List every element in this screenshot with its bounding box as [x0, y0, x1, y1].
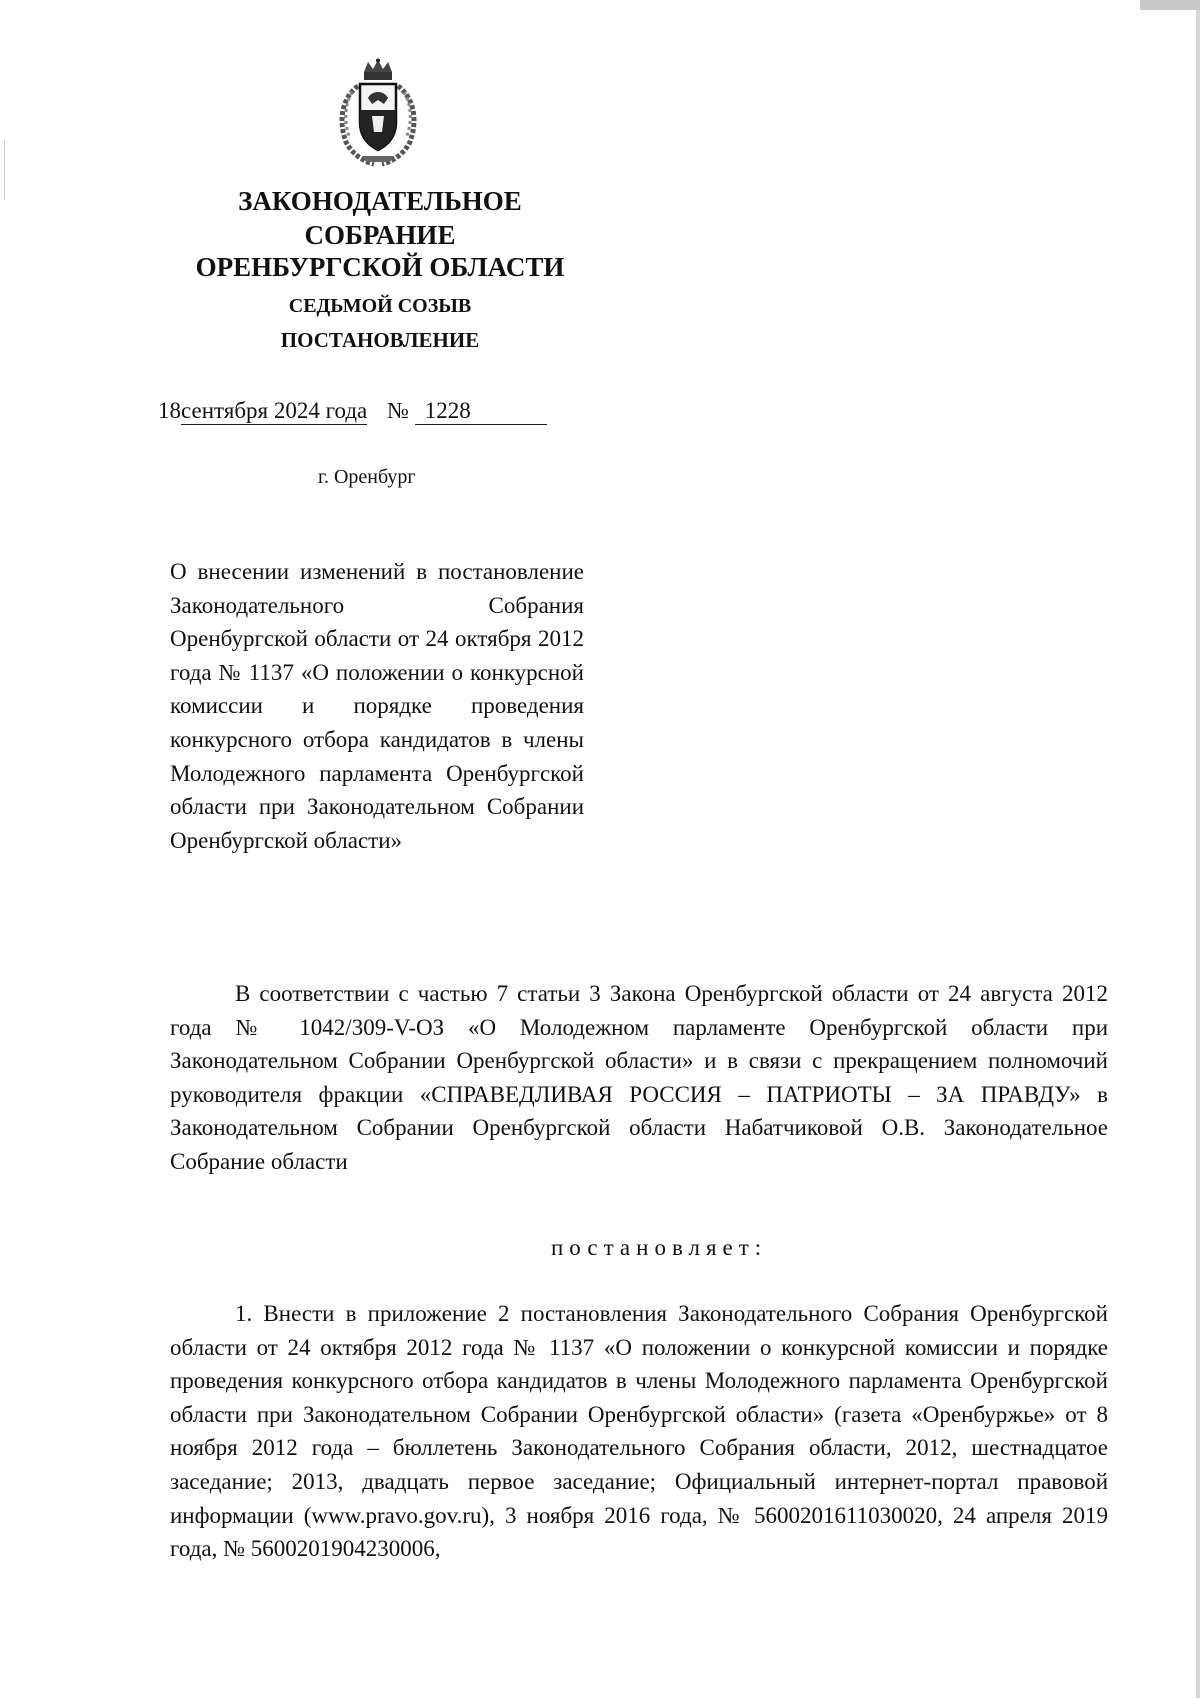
scan-edge-top: [1140, 0, 1200, 10]
document-type: ПОСТАНОВЛЕНИЕ: [280, 328, 480, 352]
item-1-paragraph: 1. Внести в приложение 2 постановления Законодательного Собрания Оренбургской области от 24 октября 2012 года № 1137 «О положении о конкурсной комиссии и порядке проведения конкурсного отбора кандидатов в члены Молодежного парламента Оренбургской области при Законодательном Собрании Оренбургской области» (газета «Оренбуржье» от 8 ноября 2012 года – бюллетень Законодательного Собрания области, 2012, шестнадцатое заседание; 2013, двадцать первое заседание; Официальный интернет-портал правовой информации (www.pravo.gov.ru), 3 ноября 2016 года, № 5600201611030020, 24 апреля 2019 года, № 5600201904230006,: [170, 1301, 1108, 1562]
convocation: СЕДЬМОЙ СОЗЫВ: [288, 295, 472, 317]
org-name-line-3: ОРЕНБУРГСКОЙ ОБЛАСТИ: [195, 252, 565, 282]
date-day: 18: [158, 398, 181, 423]
scan-edge-right: [1196, 0, 1200, 1698]
coat-of-arms-icon: [332, 58, 424, 168]
document-number: 1228: [415, 398, 547, 425]
document-subject: О внесении изменений в постановление Законодательного Собрания Оренбургской области от 24 октября 2012 года № 1137 «О положении о конкурсной комиссии и порядке проведения конкурсного отбора кандидатов в члены Молодежного парламента Оренбургской области при Законодательном Собрании Оренбургской области»: [170, 559, 584, 853]
date-month-year: сентября 2024 года: [181, 398, 368, 423]
scan-edge-left: [4, 140, 5, 200]
preamble-paragraph: В соответствии с частью 7 статьи 3 Закона Оренбургской области от 24 августа 2012 года № 1042/309-V-ОЗ «О Молодежном парламенте Оренбургской области при Законодательном Собрании Оренбургской области» и в связи с прекращением полномочий руководителя фракции «СПРАВЕДЛИВАЯ РОССИЯ – ПАТРИОТЫ – ЗА ПРАВДУ» в Законодательном Собрании Оренбургской области Набатчиковой О.В. Законодательное Собрание области: [170, 981, 1108, 1174]
document-date-line: [158, 398, 547, 425]
city: г. Оренбург: [318, 466, 416, 488]
org-name-line-1: ЗАКОНОДАТЕЛЬНОЕ: [238, 186, 522, 216]
number-label: №: [386, 398, 409, 423]
org-name-line-2: СОБРАНИЕ: [304, 220, 456, 250]
resolves-word: постановляет:: [551, 1235, 768, 1260]
